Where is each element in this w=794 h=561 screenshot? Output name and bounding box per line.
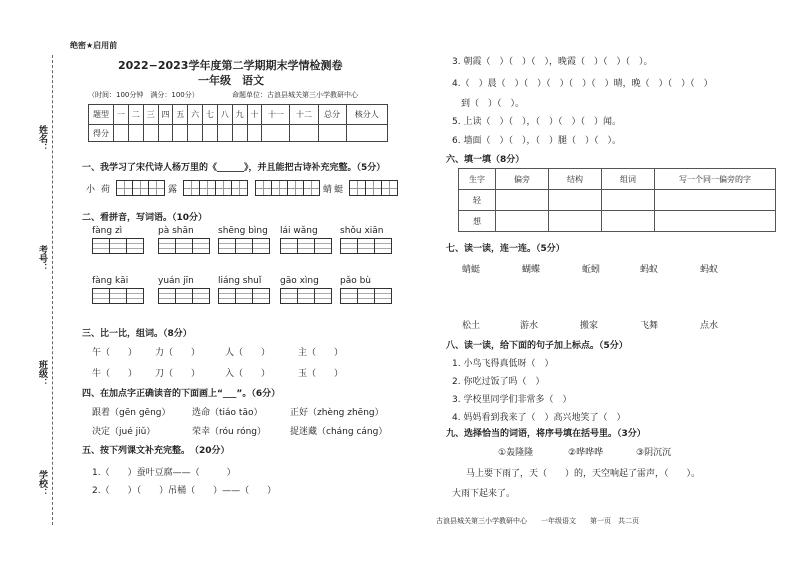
score-header-cell: 核分人 <box>346 105 387 125</box>
fill-line: 大雨下起来了。 <box>452 489 516 499</box>
match-bottom-word: 游水 <box>520 321 539 331</box>
compare-word: 刀（ ） <box>155 369 201 379</box>
match-top-word: 蚂蚁 <box>700 265 719 275</box>
match-bottom-word: 点水 <box>700 321 719 331</box>
writing-grid[interactable] <box>280 238 331 254</box>
compare-word: 人（ ） <box>225 348 271 358</box>
q6-heading: 六、填一填（8分） <box>446 155 525 165</box>
score-header-cell: 十二 <box>290 105 318 125</box>
pinyin-item <box>280 226 331 254</box>
poem-row <box>86 180 397 196</box>
writing-grid[interactable] <box>218 238 269 254</box>
poem-char: 露 <box>168 184 178 195</box>
pinyin-item <box>340 226 391 254</box>
compare-word: 入（ ） <box>225 369 271 379</box>
pinyin-text: shǒu xiān <box>340 226 384 236</box>
score-cell: 得分 <box>89 125 114 142</box>
writing-grid[interactable] <box>280 288 331 304</box>
match-top-word: 蚯蚓 <box>582 265 601 275</box>
match-top-word: 蝴蝶 <box>522 265 541 275</box>
poem-box-group <box>116 180 164 196</box>
binding-line <box>52 55 53 525</box>
match-top-word: 蚂蚁 <box>640 265 659 275</box>
match-bottom-word: 搬家 <box>580 321 599 331</box>
table-char: 轻 <box>459 190 496 211</box>
reading-item: 跟着（gēn gēng） <box>92 408 171 418</box>
score-cell <box>262 125 290 142</box>
score-header-cell: 总分 <box>318 105 346 125</box>
option: ①轰隆隆 <box>498 448 534 458</box>
pinyin-item <box>92 226 143 254</box>
match-bottom-word: 飞舞 <box>640 321 659 331</box>
subtitle: 一年级 语文 <box>198 74 264 87</box>
score-header-cell: 四 <box>158 105 173 125</box>
writing-grid[interactable] <box>340 288 391 304</box>
poem-char: 蜓 <box>334 184 344 195</box>
compare-word: 力（ ） <box>155 348 201 358</box>
match-top-word: 蜻蜓 <box>462 265 481 275</box>
fill-line: 2.（ ）（ ）吊桶（ ）——（ ） <box>92 486 277 496</box>
exam-number-label: 考号： <box>37 245 47 272</box>
pinyin-item <box>280 276 331 304</box>
pinyin-text: yuán jīn <box>158 276 194 286</box>
q7-heading: 七、读一读，连一连。（5分） <box>446 244 565 254</box>
table-char: 想 <box>459 211 496 232</box>
reading-item: 选命（tiáo tāo） <box>192 408 263 418</box>
q3-heading: 三、比一比，组词。（8分） <box>82 329 192 339</box>
writing-grid[interactable] <box>340 238 391 254</box>
reading-item: 捉迷藏（cháng cáng） <box>290 427 388 437</box>
pinyin-item <box>158 276 209 304</box>
table-header: 写一个同一偏旁的字 <box>655 169 776 190</box>
name-label: 姓名： <box>37 125 47 152</box>
poem-char: 小 <box>86 184 96 195</box>
compare-word: 主（ ） <box>298 348 344 358</box>
punctuation-line: 2. 你吃过饭了吗（ ） <box>452 377 545 387</box>
score-cell <box>188 125 203 142</box>
pinyin-item <box>340 276 391 304</box>
score-cell <box>247 125 262 142</box>
pinyin-item <box>218 276 269 304</box>
poem-box-group <box>349 180 397 196</box>
score-header-cell: 二 <box>128 105 143 125</box>
pinyin-text: pǎo bù <box>340 276 372 286</box>
fill-line: 4.（ ）晨（ ）（ ）（ ）（ ）（ ）晴，晚（ ）（ ）（ ） <box>452 79 713 89</box>
score-header-cell: 三 <box>143 105 158 125</box>
meta-left: （时间：100分钟 满分：100分） <box>88 91 199 99</box>
score-cell <box>173 125 188 142</box>
pinyin-text: shēng bìng <box>218 226 268 236</box>
score-cell <box>158 125 173 142</box>
q1-heading: 一、我学习了宋代诗人杨万里的《______》，并且能把古诗补充完整。（5分） <box>82 163 386 173</box>
score-header-cell: 一 <box>114 105 129 125</box>
reading-item: 荣幸（róu róng） <box>192 427 266 437</box>
fill-line: 6. 墙面（ ）（ ），（ ）腿（ ）（ ）。 <box>452 136 621 146</box>
top-tag: 绝密★启用前 <box>70 41 118 50</box>
pinyin-item <box>158 226 209 254</box>
writing-grid[interactable] <box>92 238 143 254</box>
class-label: 班级： <box>37 360 47 387</box>
score-cell <box>203 125 218 142</box>
pinyin-text: fàng kāi <box>92 276 129 286</box>
score-header-cell: 五 <box>173 105 188 125</box>
writing-grid[interactable] <box>218 288 269 304</box>
q4-heading: 四、在加点字正确读音的下面画上“___”。（6分） <box>82 389 281 399</box>
compare-word: 牛（ ） <box>92 369 138 379</box>
q5-heading: 五、按下列课文补充完整。 （20分） <box>82 446 230 456</box>
score-header-cell: 七 <box>203 105 218 125</box>
pinyin-text: lái wǎng <box>280 226 318 236</box>
poem-char: 荷 <box>101 184 111 195</box>
table-header: 偏旁 <box>496 169 549 190</box>
score-header-cell: 六 <box>188 105 203 125</box>
pinyin-item <box>218 226 269 254</box>
score-cell <box>128 125 143 142</box>
poem-box-group <box>255 180 319 196</box>
fill-line: 3. 朝霞（ ）（ ）（ ），晚霞（ ）（ ）（ ）。 <box>452 57 653 67</box>
pinyin-text: liáng shuǐ <box>218 276 262 286</box>
punctuation-line: 3. 学校里同学们非常多（ ） <box>452 395 572 405</box>
score-header-cell: 八 <box>217 105 232 125</box>
meta-right: 命题单位：古浪县城关第三小学教研中心 <box>232 91 358 99</box>
table-header: 组词 <box>602 169 655 190</box>
q2-heading: 二、看拼音，写词语。（10分） <box>82 213 208 223</box>
poem-box-group <box>183 180 247 196</box>
punctuation-line: 1. 小鸟飞得真低呀（ ） <box>452 359 554 369</box>
pinyin-text: gāo xìng <box>280 276 319 286</box>
writing-grid[interactable] <box>158 288 209 304</box>
pinyin-text: pà shān <box>158 226 194 236</box>
score-header-cell: 十一 <box>262 105 290 125</box>
score-header-cell: 题型 <box>89 105 114 125</box>
table-header: 结构 <box>549 169 602 190</box>
match-bottom-word: 松土 <box>462 321 481 331</box>
score-cell <box>318 125 346 142</box>
pinyin-item <box>92 276 143 304</box>
reading-item: 决定（jué jiǔ） <box>92 427 156 437</box>
score-cell <box>143 125 158 142</box>
score-cell <box>346 125 387 142</box>
score-cell <box>217 125 232 142</box>
option: ②哗哗哗 <box>568 448 604 458</box>
fill-line: 马上要下雨了，天（ ）的，天空响起了雷声，（ ）。 <box>466 469 701 479</box>
table-header: 生字 <box>459 169 496 190</box>
option: ③阴沉沉 <box>636 448 672 458</box>
writing-grid[interactable] <box>92 288 143 304</box>
q8-heading: 八、读一读，给下面的句子加上标点。（5分） <box>446 341 628 351</box>
score-cell <box>114 125 129 142</box>
page-title: 2022−2023学年度第二学期期末学情检测卷 <box>118 59 343 72</box>
compare-word: 玉（ ） <box>298 369 344 379</box>
fill-line: 1.（ ）蚕叶豆腐——（ ） <box>92 468 236 478</box>
footer: 古浪县城关第三小学教研中心 一年级语文 第一页 共二页 <box>436 517 639 525</box>
score-cell <box>232 125 247 142</box>
reading-item: 正好（zhèng zhēng） <box>290 408 384 418</box>
character-table <box>458 168 776 232</box>
compare-word: 午（ ） <box>92 348 138 358</box>
punctuation-line: 4. 妈妈看到我来了（ ）高兴地笑了（ ） <box>452 413 626 423</box>
school-label: 学校： <box>37 470 47 497</box>
fill-line: 到（ ）（ ）。 <box>452 99 525 109</box>
score-header-cell: 九 <box>232 105 247 125</box>
pinyin-text: fàng zì <box>92 226 123 236</box>
score-table <box>88 104 388 142</box>
fill-line: 5. 上读（ ）（ ），（ ）（ ）（ ）闻。 <box>452 117 621 127</box>
score-cell <box>290 125 318 142</box>
score-header-cell: 十 <box>247 105 262 125</box>
poem-char: 蜻 <box>323 184 333 195</box>
writing-grid[interactable] <box>158 238 209 254</box>
q9-heading: 九、选择恰当的词语，将序号填在括号里。（3分） <box>446 429 646 439</box>
